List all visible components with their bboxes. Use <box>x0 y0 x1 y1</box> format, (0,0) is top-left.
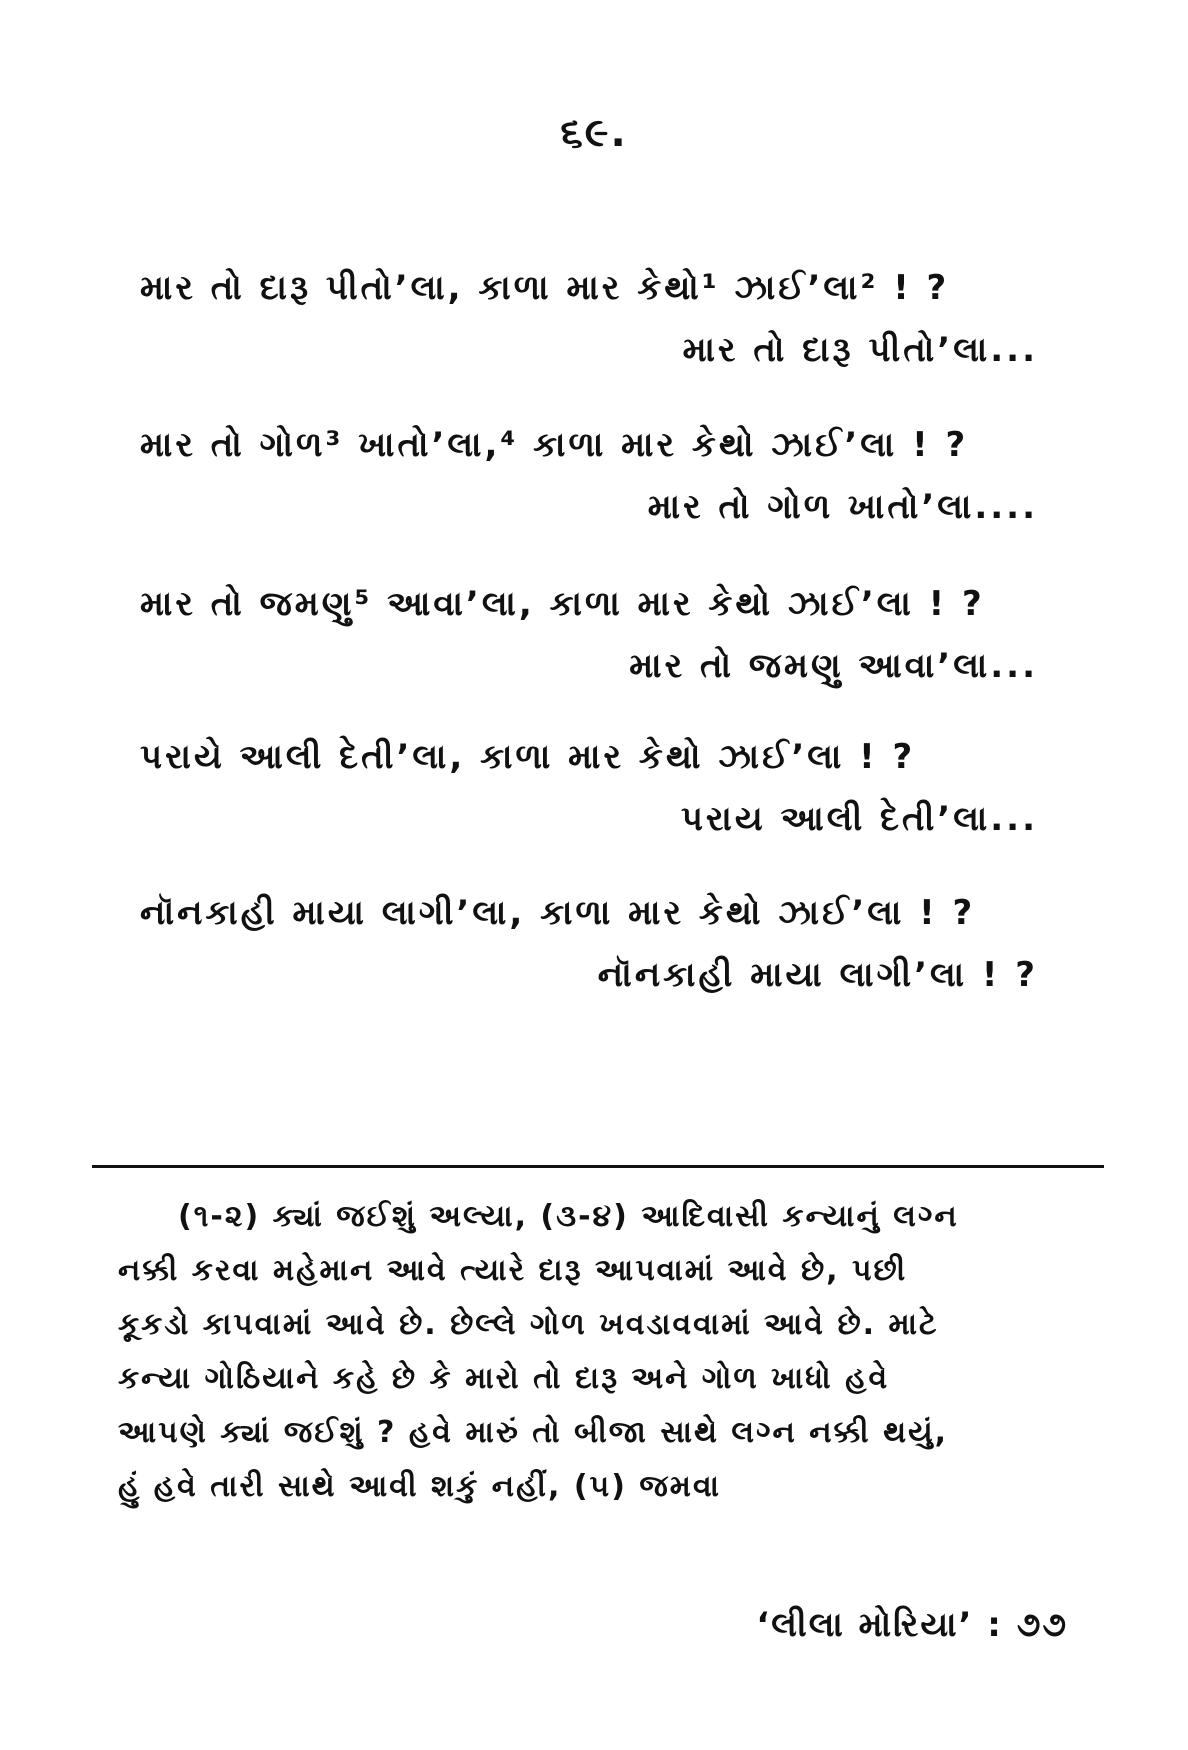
verse-line: માર તો દારૂ પીતો’લા, કાળા માર કેથો¹ ઝાઈ’લા² ! ? <box>140 268 950 308</box>
footnote-line: કન્યા ગોઠિયાને કહે છે કે મારો તો દારૂ અને ગોળ ખાધો હવે <box>118 1361 890 1396</box>
verse-refrain: માર તો જમણુ આવા’લા... <box>629 646 1038 686</box>
footnote-line: કૂકડો કાપવામાં આવે છે. છેલ્લે ગોળ ખવડાવવામાં આવે છે. માટે <box>118 1307 939 1342</box>
verse-line: માર તો ગોળ³ ખાતો’લા,⁴ કાળા માર કેથો ઝાઈ’લા ! ? <box>140 425 969 465</box>
verse-refrain: માર તો ગોળ ખાતો’લા.... <box>647 487 1038 527</box>
footnote-divider <box>92 1165 1104 1168</box>
verse-refrain: પરાય આલી દેતી’લા... <box>680 799 1038 839</box>
footnote-line: આપણે ક્યાં જઈશું ? હવે મારું તો બીજા સાથે લગ્ન નક્કી થયું, <box>118 1415 949 1450</box>
footnote-line: નક્કી કરવા મહેમાન આવે ત્યારે દારૂ આપવામાં આવે છે, પછી <box>118 1253 908 1288</box>
footnote-line: હું હવે તારી સાથે આવી શકું નહીં, (૫) જમવા <box>118 1469 722 1504</box>
verse-line: નૉનકાહી માયા લાગી’લા, કાળા માર કેથો ઝાઈ’લા ! ? <box>140 893 976 933</box>
verse-refrain: નૉનકાહી માયા લાગી’લા ! ? <box>597 955 1038 995</box>
verse-line: પરાયે આલી દેતી’લા, કાળા માર કેથો ઝાઈ’લા ! ? <box>140 737 916 777</box>
running-footer: ‘લીલા મોરિયા’ : ૭૭ <box>756 1605 1068 1645</box>
footnote <box>118 1190 1068 1514</box>
footnote-line: (૧-૨) ક્યાં જઈશું અલ્યા, (૩-૪) આદિવાસી કન્યાનું લગ્ન <box>178 1199 959 1234</box>
verse-refrain: માર તો દારૂ પીતો’લા... <box>682 330 1038 370</box>
page-number: ૬૯. <box>560 110 628 156</box>
verse-line: માર તો જમણુ⁵ આવા’લા, કાળા માર કેથો ઝાઈ’લા ! ? <box>140 584 985 624</box>
